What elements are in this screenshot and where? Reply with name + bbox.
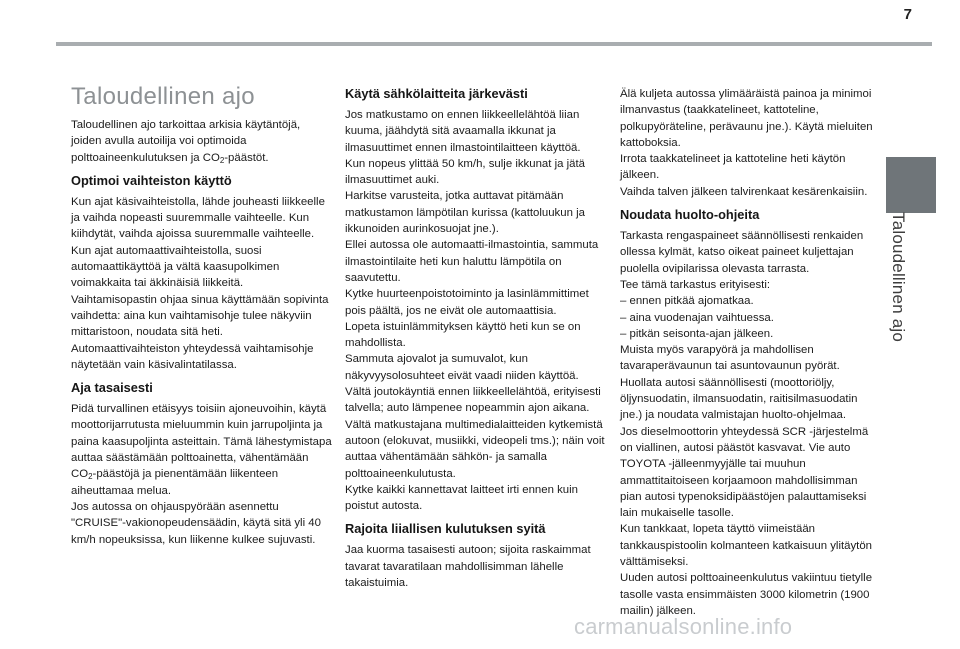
smooth-driving-paragraph bbox=[71, 401, 333, 548]
heading-drive-smoothly: Aja tasaisesti bbox=[71, 380, 153, 396]
intro-paragraph bbox=[71, 117, 333, 166]
chapter-title: Taloudellinen ajo bbox=[71, 83, 255, 110]
heading-optimize-gearbox: Optimoi vaihteiston käyttö bbox=[71, 172, 232, 188]
heading-electrical-devices: Käytä sähkölaitteita järkevästi bbox=[345, 86, 528, 101]
electrical-devices-paragraph: Jos matkustamo on ennen liikkeellelähtöä liian kuuma, jäähdytä sitä avaamalla ikkunat ja ilmasuuttimet ennen ilmastointilaitteen käyttöä. Kun nopeus ylittää 50 km/h, sulje ikkunat ja jätä ilmasuuttimet auki. Harkitse varusteita, jotka auttavat pitämään matkustamon lämpötilan kurissa (kattoluukun ja ikkunoiden aurinkosuojat jne.). Ellei autossa ole automaatti-ilmastointia, sammuta ilmastointilaite heti kun haluttu lämpötila on saavutettu. Kytke huurteenpoistotoiminto ja lasinlämmittimet pois päältä, jos ne eivät ole automaattisia. Lopeta istuinlämmityksen käyttö heti kun se on mahdollista. Sammuta ajovalot ja sumuvalot, kun näkyvyysolosuhteet eivät vaadi niiden käyttöä. Vältä joutokäyntiä ennen liikkeellelähtöä, erityisesti talvella; auto lämpenee nopeammin ajon aikana. Vältä matkustajana multimedialaitteiden kytkemistä autoon (elokuvat, musiikki, videopeli tms.); näin voit auttaa vähentämään sähkön- ja samalla polttoaineenkulutusta. Kytke kaikki kannettavat laitteet irti ennen kuin poistut autosta. bbox=[345, 109, 605, 513]
smooth-driving-text-end: -päästöjä ja pienentämään liikenteen aiheuttamaa melua. Jos autossa on ohjauspyörään asennettu "CRUISE"-vakionopeudensäädin, käytä sitä yli 40 km/h nopeuksissa, kun liikenne kulkee sujuvasti. bbox=[71, 468, 321, 546]
page-number: 7 bbox=[903, 6, 912, 23]
load-paragraph: Älä kuljeta autossa ylimääräistä painoa ja minimoi ilmanvastus (taakkatelineet, kattoteline, polkupyöräteline, perävaunu jne.). Käytä mieluiten kattoboksia. Irrota taakkatelineet ja kattoteline heti käytön jälkeen. Vaihda talven jälkeen talvirenkaat kesärenkaisiin. bbox=[620, 88, 873, 198]
heading-maintenance: Noudata huolto-ohjeita bbox=[620, 207, 760, 223]
chapter-side-label: Taloudellinen ajo bbox=[889, 212, 908, 343]
column-middle bbox=[345, 86, 607, 591]
intro-text-end: -päästöt. bbox=[224, 151, 269, 164]
maintenance-paragraph: Tarkasta rengaspaineet säännöllisesti renkaiden ollessa kylmät, katso oikeat paineet kuljettajan puolella ovipilarissa olevasta tarrasta. Tee tämä tarkastus erityisesti: – ennen pitkää ajomatkaa. – aina vuodenajan vaihtuessa. – pitkän seisonta-ajan jälkeen. Muista myös varapyörä ja mahdollisen tavaraperävaunun tai asuntovaunun pyörät. Huollata autosi säännöllisesti (moottoriöljy, öljynsuodatin, ilmansuodatin, raitisilmasuodatin jne.) ja noudata valmistajan huolto-ohjelmaa. Jos dieselmoottorin yhteydessä SCR -järjestelmä on viallinen, autosi päästöt kasvavat. Vie auto TOYOTA -jälleenmyyjälle tai muuhun ammattitaitoiseen korjaamoon mahdollisimman pian autosi typenoksidipäästöjen palauttamiseksi lain mukaiselle tasolle. Kun tankkaat, lopeta täyttö viimeistään tankkauspistoolin kolmanteen katkaisuun ylitäytön välttämiseksi. Uuden autosi polttoaineenkulutus vakiintuu tietylle tasolle vasta ensimmäisten 3000 kilometrin (1900 mailin) jälkeen. bbox=[620, 230, 873, 617]
heading-limit-consumption: Rajoita liiallisen kulutuksen syitä bbox=[345, 521, 546, 537]
co2-subscript: 2 bbox=[219, 155, 225, 165]
header-rule bbox=[56, 42, 932, 46]
column-left bbox=[71, 84, 333, 548]
intro-text: Taloudellinen ajo tarkoittaa arkisia käytäntöjä, joiden avulla autoilija voi optimoida polttoaineenkulutuksen ja CO bbox=[71, 119, 301, 164]
watermark: carmanualsonline.info bbox=[574, 614, 793, 639]
smooth-driving-text: Pidä turvallinen etäisyys toisiin ajoneuvoihin, käytä moottorijarrutusta mieluummin kuin jarrupoljinta ja paina kaasupoljinta asteittain. Tämä lähestymistapa auttaa säästämään polttoainetta, vähentämään CO bbox=[71, 403, 332, 481]
column-right bbox=[620, 86, 882, 619]
limit-consumption-paragraph: Jaa kuorma tasaisesti autoon; sijoita raskaimmat tavarat tavaratilaan mahdollisimman lähelle takaistuimia. bbox=[345, 544, 591, 590]
gearbox-paragraph: Kun ajat käsivaihteistolla, lähde jouheasti liikkeelle ja vaihda nopeasti suuremmalle vaihteelle. Kun kiihdytät, vaihda ajoissa suuremmalle vaihteelle. Kun ajat automaattivaihteistolla, suosi automaattikäyttöä ja vältä kaasupolkimen voimakkaita tai äkkinäisiä liikkeitä. Vaihtamisopastin ohjaa sinua käyttämään sopivinta vaihdetta: aina kun vaihtamisohje tulee näkyviin mittaristoon, noudata sitä heti. Automaattivaihteiston yhteydessä vaihtamisohje näytetään vain käsivalintatilassa. bbox=[71, 195, 329, 371]
co2-subscript: 2 bbox=[88, 472, 93, 482]
chapter-side-tab bbox=[886, 157, 936, 213]
